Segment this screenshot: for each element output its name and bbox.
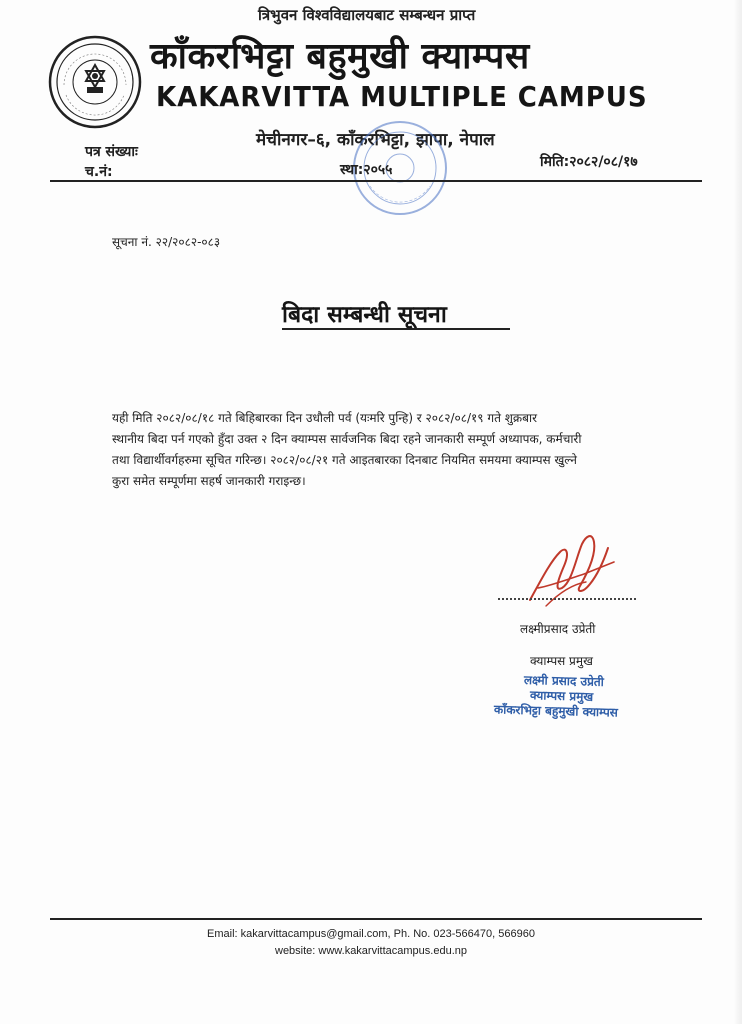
affiliation-line: त्रिभुवन विश्वविद्यालयबाट सम्बन्धन प्राप्त [258,6,476,24]
established-year: स्था:२०५५ [340,162,393,178]
handwritten-signature [520,522,620,614]
signatory-name: लक्ष्मीप्रसाद उप्रेती [520,622,596,636]
footer-contact: Email: kakarvittacampus@gmail.com, Ph. No. 023-566470, 566960 [207,928,535,940]
seal-signatory-name: लक्ष्मी प्रसाद उप्रेती [523,672,605,690]
campus-logo [48,35,142,129]
notice-body-line: कुरा समेत सम्पूर्णमा सहर्ष जानकारी गराइन्छ। [112,474,306,488]
notice-body [112,408,642,492]
header-divider [50,180,702,182]
notice-number: सूचना नं. २२/२०८२-०८३ [112,235,221,249]
letter-date: मिति:२०८२/०८/१७ [540,154,638,170]
page-edge-shadow [734,0,742,1024]
notice-body-line: स्थानीय बिदा पर्न गएको हुँदा उक्त २ दिन क्याम्पस सार्वजनिक बिदा रहने जानकारी सम्पूर्ण अध्यापक, कर्मचारी [112,432,582,446]
campus-name-english: KAKARVITTA MULTIPLE CAMPUS [156,80,648,113]
campus-name-nepali: काँकरभिट्टा बहुमुखी क्याम्पस [150,36,530,77]
campus-address: मेचीनगर–६, काँकरभिट्टा, झापा, नेपाल [256,130,495,150]
title-underline [282,328,510,330]
seal-organization: काँकरभिट्टा बहुमुखी क्याम्पस [493,702,619,720]
seal-signatory-title: क्याम्पस प्रमुख [529,688,594,704]
footer-website: website: www.kakarvittacampus.edu.np [275,945,467,957]
notice-body-line: तथा विद्यार्थीवर्गहरुमा सूचित गरिन्छ। २०८२/०८/२१ गते आइतबारका दिनबाट नियमित समयमा क्याम्पस खुल्ने [112,453,577,467]
dispatch-number-label: च.नं: [85,164,113,180]
footer-divider [50,918,702,920]
signatory-title: क्याम्पस प्रमुख [530,654,593,668]
notice-body-line: यही मिति २०८२/०८/१८ गते बिहिबारका दिन उधौली पर्व (यःमरि पुन्हि) र २०८२/०८/१९ गते शुक्रबार [112,411,538,425]
notice-title: बिदा सम्बन्धी सूचना [282,302,447,328]
signature-line [498,598,636,600]
reference-number-label: पत्र संख्याः [85,144,138,160]
